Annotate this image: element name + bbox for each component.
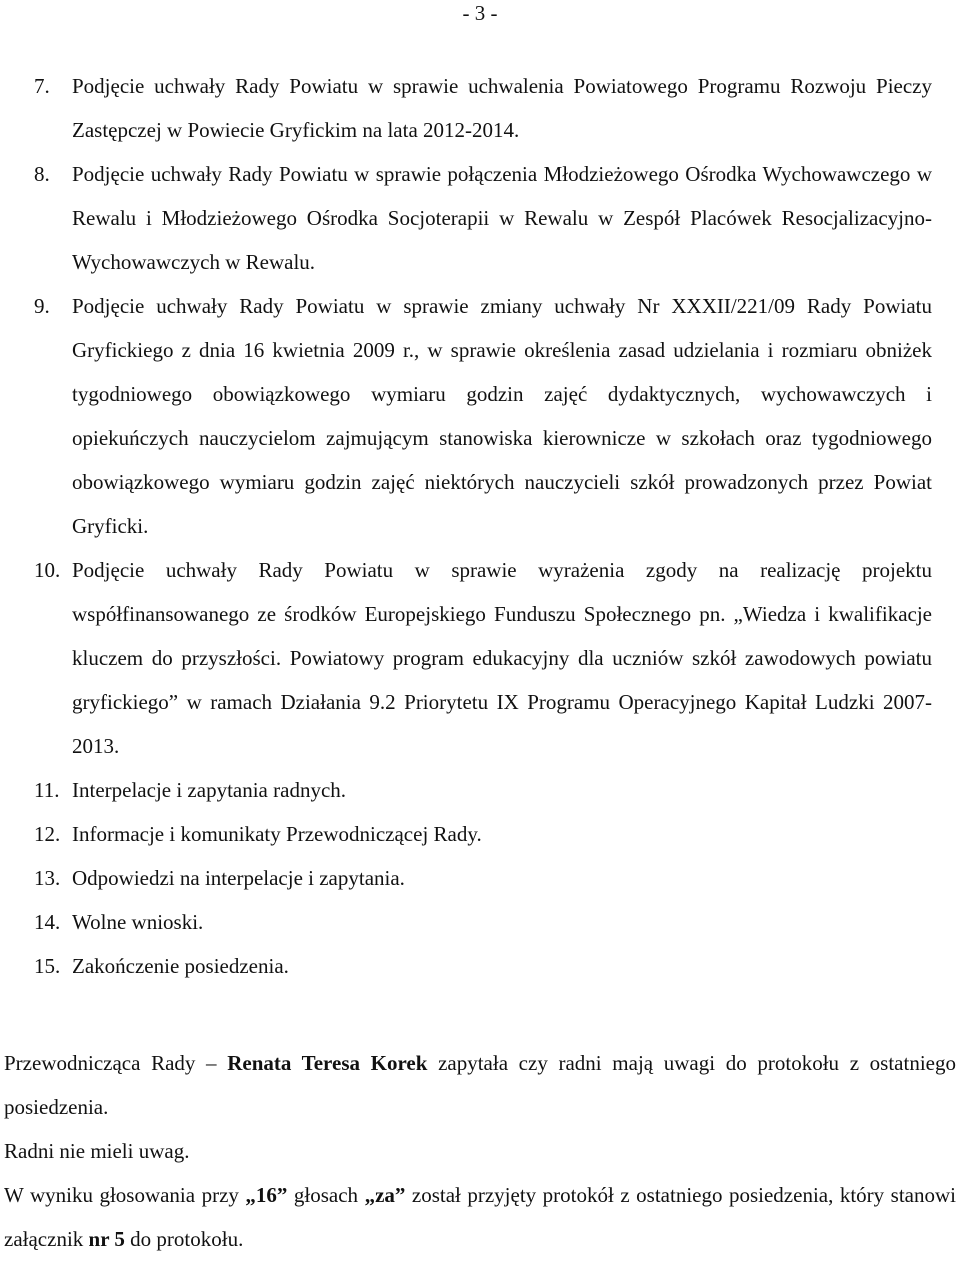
agenda-item-number: 7. <box>34 74 50 98</box>
chair-question-intro: Przewodnicząca Rady – <box>4 1051 228 1075</box>
agenda-item-text: Podjęcie uchwały Rady Powiatu w sprawie uchwalenia Powiatowego Programu Rozwoju Pieczy Zastępczej w Powiecie Gryfickim na lata 2012-2014. <box>72 74 932 142</box>
chair-question-paragraph <box>4 1041 956 1129</box>
agenda-item <box>34 768 932 812</box>
chair-name: Renata Teresa Korek <box>227 1051 428 1075</box>
agenda-item-number: 8. <box>34 162 50 186</box>
vote-text-a: W wyniku głosowania przy <box>4 1183 246 1207</box>
agenda-list <box>34 64 932 988</box>
page-number: - 3 - <box>462 1 498 25</box>
agenda-item-text: Podjęcie uchwały Rady Powiatu w sprawie połączenia Młodzieżowego Ośrodka Wychowawczego w Rewalu i Młodzieżowego Ośrodka Socjoterapii w Rewalu w Zespół Placówek Resocjalizacyjno-Wychowawczych w Rewalu. <box>72 162 932 274</box>
agenda-item-text: Zakończenie posiedzenia. <box>72 954 289 978</box>
agenda-item-number: 11. <box>34 778 60 802</box>
agenda-item <box>34 944 932 988</box>
agenda-item <box>34 900 932 944</box>
agenda-item-text: Podjęcie uchwały Rady Powiatu w sprawie wyrażenia zgody na realizację projektu współfinansowanego ze środków Europejskiego Funduszu Społecznego pn. „Wiedza i kwalifikacje kluczem do przyszłości. Powiatowy program edukacyjny dla uczniów szkół zawodowych powiatu gryfickiego” w ramach Działania 9.2 Priorytetu IX Programu Operacyjnego Kapitał Ludzki 2007-2013. <box>72 558 932 758</box>
chair-question-rest: zapytała czy radni mają uwagi do protokołu z ostatniego posiedzenia. <box>4 1051 956 1119</box>
agenda-item-number: 9. <box>34 294 50 318</box>
vote-text-b: głosach <box>287 1183 365 1207</box>
agenda-item-text: Podjęcie uchwały Rady Powiatu w sprawie zmiany uchwały Nr XXXII/221/09 Rady Powiatu Gryfickiego z dnia 16 kwietnia 2009 r., w sprawie określenia zasad udzielania i rozmiaru obniżek tygodniowego obowiązkowego wymiaru godzin zajęć dydaktycznych, wychowawczych i opiekuńczych nauczycielom zajmującym stanowiska kierownicze w szkołach oraz tygodniowego obowiązkowego wymiaru godzin zajęć niektórych nauczycieli szkół prowadzonych przez Powiat Gryficki. <box>72 294 932 538</box>
agenda-item-number: 10. <box>34 558 61 582</box>
agenda-item-number: 14. <box>34 910 61 934</box>
agenda-item <box>34 64 932 152</box>
closing-section <box>4 1041 956 1261</box>
agenda-item-text: Informacje i komunikaty Przewodniczącej Rady. <box>72 822 482 846</box>
agenda-item <box>34 284 932 548</box>
vote-count: „16” <box>245 1183 288 1207</box>
attachment-number: nr 5 <box>88 1227 125 1251</box>
vote-text-d: do protokołu. <box>124 1227 244 1251</box>
no-remarks-paragraph: Radni nie mieli uwag. <box>4 1139 190 1163</box>
agenda-item-number: 15. <box>34 954 61 978</box>
vote-text-c: został przyjęty protokół z ostatniego posiedzenia, który stanowi załącznik <box>4 1183 956 1251</box>
vote-for: „za” <box>364 1183 406 1207</box>
agenda-item-text: Odpowiedzi na interpelacje i zapytania. <box>72 866 405 890</box>
vote-result-paragraph <box>4 1173 956 1261</box>
agenda-item <box>34 812 932 856</box>
agenda-item <box>34 152 932 284</box>
agenda-item-number: 12. <box>34 822 61 846</box>
agenda-item <box>34 548 932 768</box>
agenda-item <box>34 856 932 900</box>
agenda-item-text: Interpelacje i zapytania radnych. <box>72 778 347 802</box>
agenda-item-text: Wolne wnioski. <box>72 910 204 934</box>
agenda-item-number: 13. <box>34 866 61 890</box>
